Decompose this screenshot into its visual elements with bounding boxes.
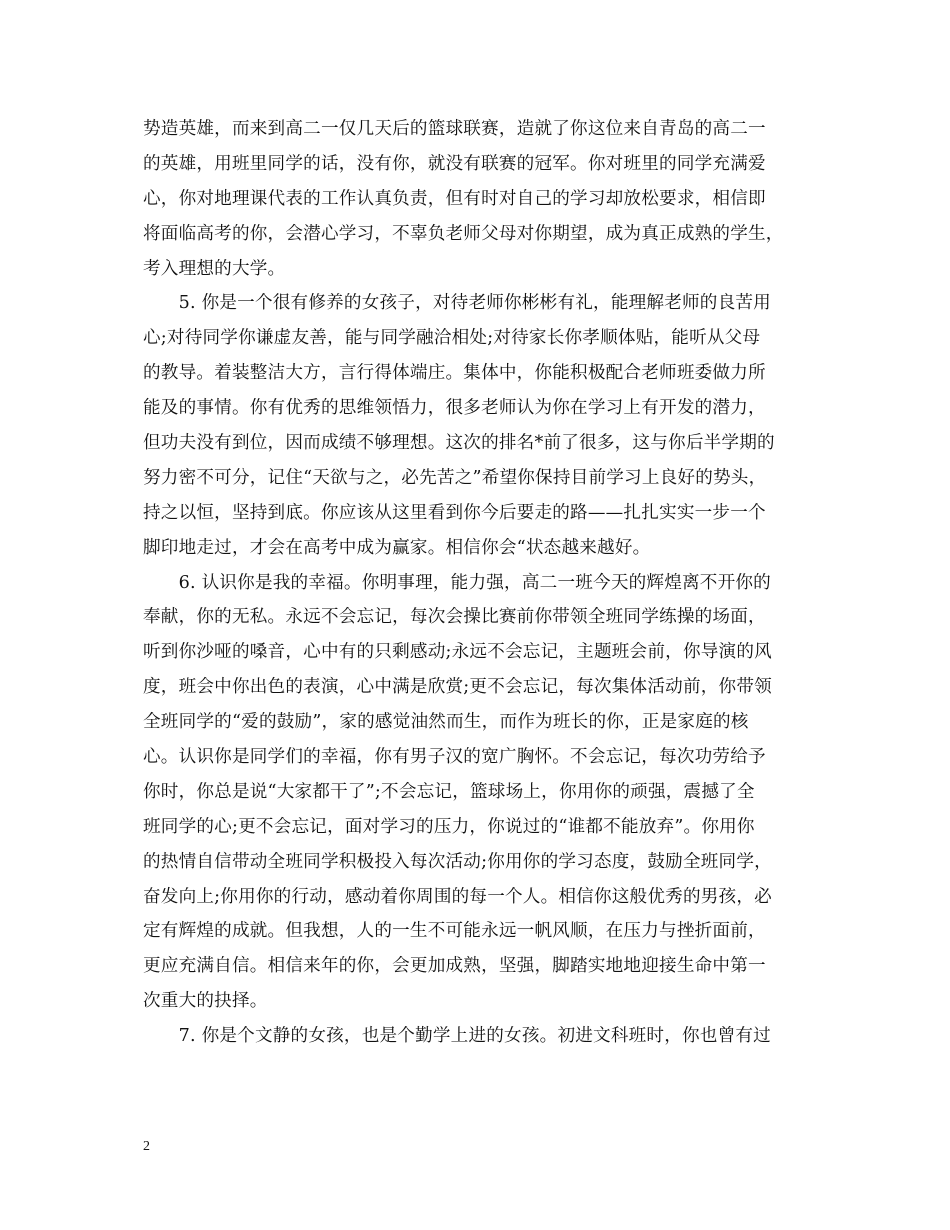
- text-line: 你时，你总是说“大家都干了”;不会忘记，篮球场上，你用你的顽强，震撼了全: [143, 781, 755, 802]
- text-line: 度，班会中你出色的表演，心中满是欣赏;更不会忘记，每次集体活动前，你带领: [143, 677, 772, 698]
- text-line: 的热情自信带动全班同学积极投入每次活动;你用你的学习态度，鼓励全班同学，: [143, 851, 772, 872]
- text-line: 持之以恒，坚持到底。你应该从这里看到你今后要走的路——扎扎实实一步一个: [143, 502, 766, 523]
- text-line: 5. 你是一个很有修养的女孩子，对待老师你彬彬有礼，能理解老师的良苦用: [143, 293, 771, 314]
- text-line: 努力密不可分，记住“天欲与之，必先苦之”希望你保持目前学习上良好的势头，: [143, 467, 767, 488]
- text-line: 脚印地走过，才会在高考中成为赢家。相信你会“状态越来越好。: [143, 537, 651, 558]
- text-line: 考入理想的大学。: [143, 258, 286, 279]
- text-line: 6. 认识你是我的幸福。你明事理，能力强，高二一班今天的辉煌离不开你的: [143, 572, 771, 593]
- text-line: 心。认识你是同学们的幸福，你有男子汉的宽广胸怀。不会忘记，每次功劳给予: [143, 747, 766, 768]
- text-line: 全班同学的“爱的鼓励”，家的感觉油然而生，而作为班长的你，正是家庭的核: [143, 712, 749, 733]
- text-line: 奉献，你的无私。永远不会忘记，每次会操比赛前你带领全班同学练操的场面，: [143, 607, 766, 628]
- text-line: 将面临高考的你，会潜心学习，不辜负老师父母对你期望，成为真正成熟的学生，: [143, 223, 784, 244]
- text-line: 听到你沙哑的嗓音，心中有的只剩感动;永远不会忘记，主题班会前，你导演的风: [143, 642, 772, 663]
- text-line: 奋发向上;你用你的行动，感动着你周围的每一个人。相信你这般优秀的男孩，必: [143, 886, 772, 907]
- text-line: 能及的事情。你有优秀的思维领悟力，很多老师认为你在学习上有开发的潜力，: [143, 398, 766, 419]
- text-line: 班同学的心;更不会忘记，面对学习的压力，你说过的“谁都不能放弃”。你用你: [143, 816, 755, 837]
- body-text: [143, 112, 807, 1054]
- text-line: 心;对待同学你谦虚友善，能与同学融洽相处;对待家长你孝顺体贴，能听从父母: [143, 328, 761, 349]
- text-line: 定有辉煌的成就。但我想，人的一生不可能永远一帆风顺，在压力与挫折面前，: [143, 921, 766, 942]
- text-line: 的英雄，用班里同学的话，没有你，就没有联赛的冠军。你对班里的同学充满爱: [143, 153, 766, 174]
- text-line: 次重大的抉择。: [143, 991, 268, 1012]
- text-line: 心，你对地理课代表的工作认真负责，但有时对自己的学习却放松要求，相信即: [143, 188, 766, 209]
- page-number: 2: [143, 1139, 150, 1154]
- text-line: 但功夫没有到位，因而成绩不够理想。这次的排名*前了很多，这与你后半学期的: [143, 433, 775, 454]
- text-line: 势造英雄，而来到高二一仅几天后的篮球联赛，造就了你这位来自青岛的高二一: [143, 119, 766, 139]
- text-line: 7. 你是个文静的女孩，也是个勤学上进的女孩。初进文科班时，你也曾有过: [143, 1026, 771, 1047]
- text-line: 更应充满自信。相信来年的你，会更加成熟，坚强，脚踏实地地迎接生命中第一: [143, 956, 766, 977]
- text-line: 的教导。着装整洁大方，言行得体端庄。集体中，你能积极配合老师班委做力所: [143, 363, 766, 384]
